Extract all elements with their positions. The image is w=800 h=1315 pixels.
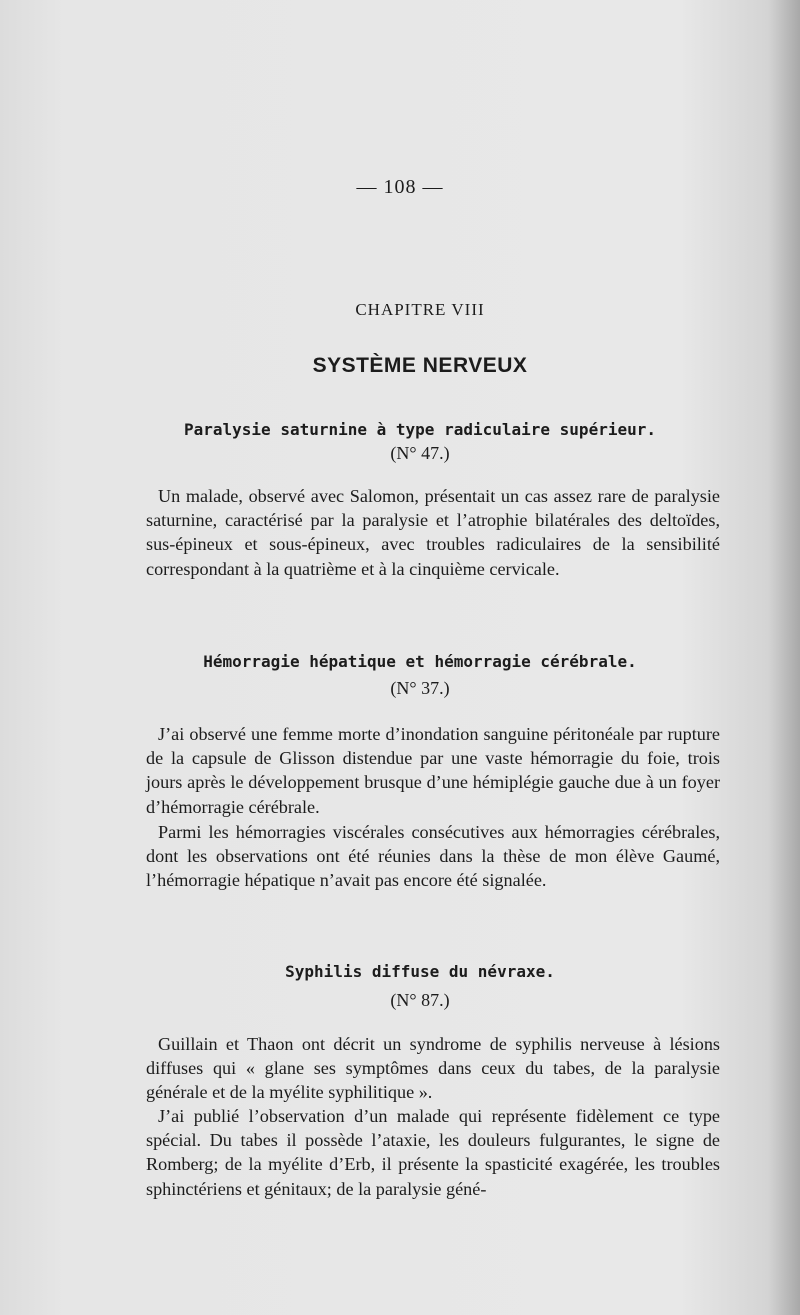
- chapter-heading: CHAPITRE VIII: [355, 300, 485, 319]
- paragraph: Guillain et Thaon ont décrit un syndrome de syphilis nerveuse à lésions diffuses qui « glane ses symptômes dans ceux du tabes, de la paralysie générale et de la myélite syphilitique ».: [146, 1034, 720, 1103]
- paragraph: Parmi les hémorragies viscérales consécutives aux hémorragies cérébrales, dont les observations ont été réunies dans la thèse de mon élève Gaumé, l’hémorragie hépatique n’avait pas encore été signalée.: [146, 822, 720, 891]
- observation-number: (N° 47.): [390, 443, 450, 463]
- case-title: Hémorragie hépatique et hémorragie cérébrale.: [203, 652, 637, 671]
- page-number: — 108 —: [356, 176, 444, 198]
- section-title: SYSTÈME NERVEUX: [312, 354, 528, 377]
- paragraph: J’ai publié l’observation d’un malade qui représente fidèlement ce type spécial. Du tabes il possède l’ataxie, les douleurs fulgurantes, le signe de Romberg; de la myélite d’Erb, il présente la spasticité exagérée, les troubles sphinctériens et génitaux; de la paralysie géné-: [146, 1106, 720, 1199]
- paragraph: Un malade, observé avec Salomon, présentait un cas assez rare de paralysie saturnine, caractérisé par la paralysie et l’atrophie bilatérales des deltoïdes, sus-épineux et sous-épineux, avec troubles radiculaires de la sensibilité correspondant à la quatrième et à la cinquième cervicale.: [146, 486, 720, 579]
- case-title: Paralysie saturnine à type radiculaire supérieur.: [183, 420, 656, 439]
- observation-number: (N° 87.): [390, 990, 450, 1010]
- observation-number: (N° 37.): [390, 678, 450, 698]
- paragraph: J’ai observé une femme morte d’inondation sanguine péritonéale par rupture de la capsule de Glisson distendue par une vaste hémorragie du foie, trois jours après le développement brusque d’une hémiplégie gauche due à un foyer d’hémorragie cérébrale.: [146, 724, 720, 817]
- case-title: Syphilis diffuse du névraxe.: [285, 962, 555, 981]
